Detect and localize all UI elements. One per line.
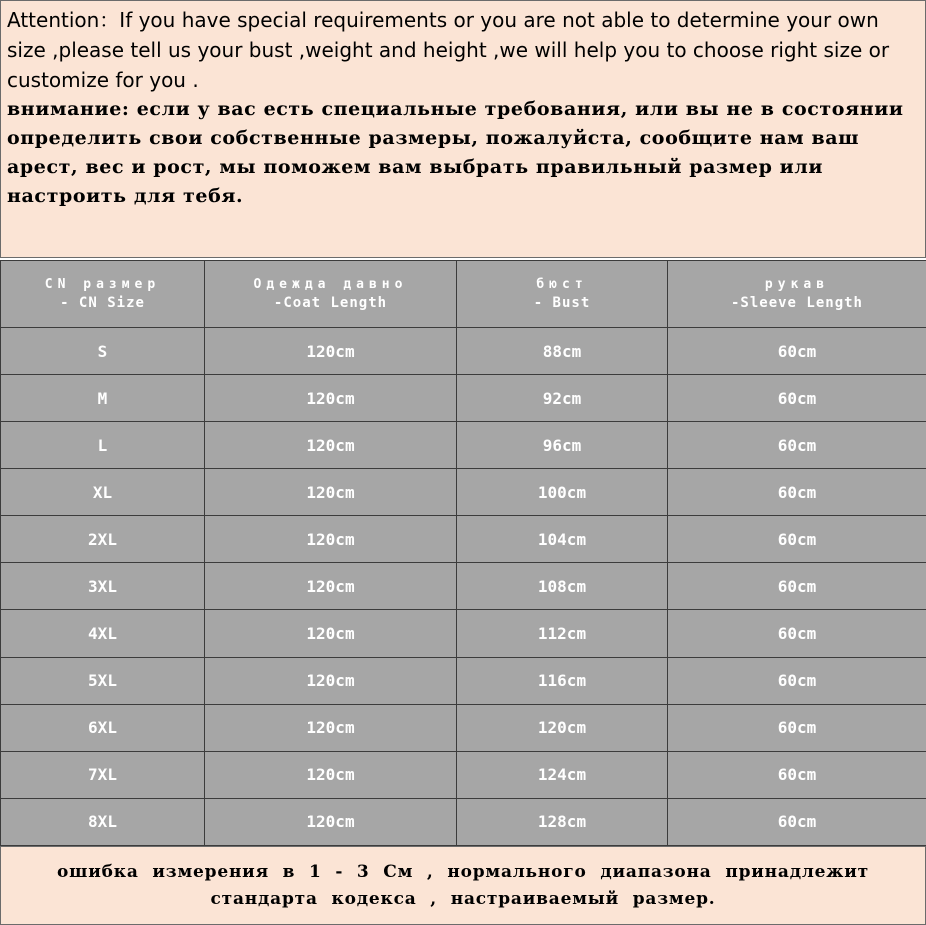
header-sleeve-length-en: -Sleeve Length xyxy=(730,295,863,311)
cell-sleeve-length: 60cm xyxy=(668,516,926,563)
cell-bust: 112cm xyxy=(457,610,668,657)
table-row xyxy=(1,328,926,375)
header-coat-length xyxy=(205,261,457,328)
table-header-row xyxy=(1,261,926,328)
cell-size: L xyxy=(1,422,205,469)
table-row xyxy=(1,610,926,657)
header-bust-en: - Bust xyxy=(533,295,591,311)
cell-sleeve-length: 60cm xyxy=(668,610,926,657)
cell-bust: 104cm xyxy=(457,516,668,563)
cell-sleeve-length: 60cm xyxy=(668,704,926,751)
header-sleeve-length xyxy=(668,261,926,328)
cell-sleeve-length: 60cm xyxy=(668,422,926,469)
table-row xyxy=(1,469,926,516)
table-row xyxy=(1,751,926,798)
cell-coat-length: 120cm xyxy=(205,657,457,704)
cell-size: 7XL xyxy=(1,751,205,798)
header-cn-size xyxy=(1,261,205,328)
cell-size: S xyxy=(1,328,205,375)
notice-russian-text: внимание: если у вас есть специальные требования, или вы не в состоянии определить свои собственные размеры, пожалуйста, сообщите нам ваш арест, вес и рост, мы поможем вам выбрать правильный размер или настроить для тебя. xyxy=(7,98,904,207)
table-row xyxy=(1,704,926,751)
cell-sleeve-length: 60cm xyxy=(668,469,926,516)
header-cn-size-en: - CN Size xyxy=(60,295,145,311)
header-coat-length-en: -Coat Length xyxy=(273,295,388,311)
table-row xyxy=(1,563,926,610)
cell-coat-length: 120cm xyxy=(205,563,457,610)
table-row xyxy=(1,422,926,469)
cell-sleeve-length: 60cm xyxy=(668,328,926,375)
cell-sleeve-length: 60cm xyxy=(668,375,926,422)
cell-coat-length: 120cm xyxy=(205,610,457,657)
table-row xyxy=(1,798,926,845)
cell-bust: 88cm xyxy=(457,328,668,375)
cell-bust: 96cm xyxy=(457,422,668,469)
header-bust-ru: бюст xyxy=(536,277,588,292)
cell-sleeve-length: 60cm xyxy=(668,563,926,610)
table-row xyxy=(1,657,926,704)
cell-coat-length: 120cm xyxy=(205,469,457,516)
cell-bust: 100cm xyxy=(457,469,668,516)
cell-size: M xyxy=(1,375,205,422)
cell-coat-length: 120cm xyxy=(205,375,457,422)
cell-coat-length: 120cm xyxy=(205,516,457,563)
cell-size: 2XL xyxy=(1,516,205,563)
cell-size: 6XL xyxy=(1,704,205,751)
cell-size: 3XL xyxy=(1,563,205,610)
size-table xyxy=(0,260,926,846)
cell-size: 4XL xyxy=(1,610,205,657)
cell-bust: 116cm xyxy=(457,657,668,704)
cell-coat-length: 120cm xyxy=(205,422,457,469)
cell-coat-length: 120cm xyxy=(205,751,457,798)
header-bust xyxy=(457,261,668,328)
cell-sleeve-length: 60cm xyxy=(668,657,926,704)
header-cn-size-ru: CN размер xyxy=(44,277,161,292)
table-row xyxy=(1,375,926,422)
header-sleeve-length-ru: рукав xyxy=(764,277,830,292)
cell-bust: 92cm xyxy=(457,375,668,422)
measurement-error-note: ошибка измерения в 1 - 3 См , нормального диапазона принадлежит стандарта кодекса , настраиваемый размер. xyxy=(0,846,926,925)
cell-sleeve-length: 60cm xyxy=(668,751,926,798)
cell-bust: 120cm xyxy=(457,704,668,751)
header-coat-length-ru: Одежда давно xyxy=(253,277,408,292)
attention-notice xyxy=(0,0,926,258)
cell-bust: 128cm xyxy=(457,798,668,845)
cell-coat-length: 120cm xyxy=(205,798,457,845)
cell-size: 8XL xyxy=(1,798,205,845)
cell-size: XL xyxy=(1,469,205,516)
cell-sleeve-length: 60cm xyxy=(668,798,926,845)
cell-coat-length: 120cm xyxy=(205,328,457,375)
cell-coat-length: 120cm xyxy=(205,704,457,751)
cell-bust: 124cm xyxy=(457,751,668,798)
notice-english-text: Attention：If you have special requirements or you are not able to determine your own size ,please tell us your bust ,weight and height ,we will help you to choose right size or customize for you . xyxy=(7,8,890,92)
table-row xyxy=(1,516,926,563)
cell-bust: 108cm xyxy=(457,563,668,610)
cell-size: 5XL xyxy=(1,657,205,704)
